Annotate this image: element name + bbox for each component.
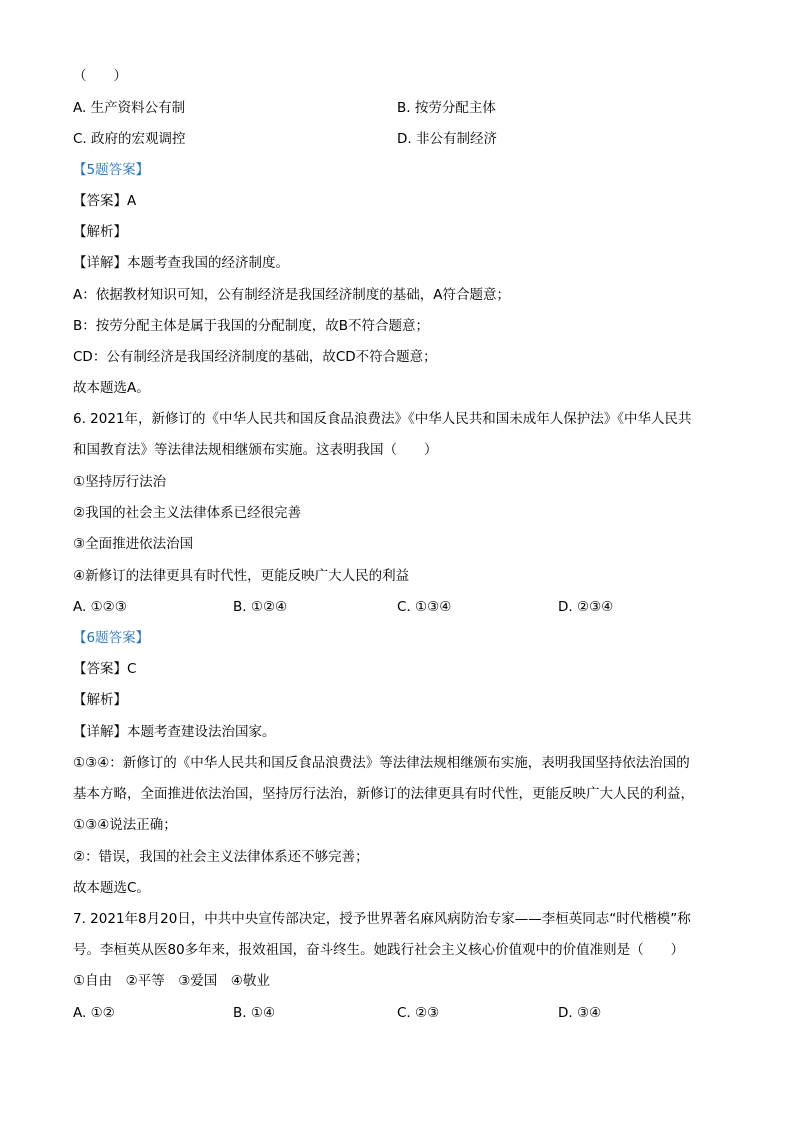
q6-detail: 【详解】本题考查建设法治国家。 (73, 724, 276, 740)
q7-option-d: D. ③④ (558, 1005, 602, 1021)
q6-option-a: A. ①②③ (73, 599, 127, 615)
q5-option-c: C. 政府的宏观调控 (73, 131, 186, 147)
q6-explanation-line: ①③④说法正确； (73, 817, 177, 833)
q5-option-a: A. 生产资料公有制 (73, 100, 186, 116)
q7-stem-line: 号。李桓英从医80多年来，报效祖国，奋斗终生。她践行社会主义核心价值观中的价值准则是（ ） (73, 942, 685, 958)
q6-answer: 【答案】C (73, 661, 137, 677)
q7-option-c: C. ②③ (397, 1005, 440, 1021)
q6-conclusion: 故本题选C。 (73, 880, 150, 896)
q5-option-d: D. 非公有制经济 (397, 131, 497, 147)
q5-explanation-line: A：依据教材知识可知，公有制经济是我国经济制度的基础，A符合题意； (73, 287, 510, 303)
q6-stem-line: 6. 2021年，新修订的《中华人民共和国反食品浪费法》《中华人民共和国未成年人保护法》《中华人民共 (73, 411, 692, 427)
q6-explanation-line: ②：错误，我国的社会主义法律体系还不够完善； (73, 849, 369, 865)
q6-item: ①坚持厉行法治 (73, 474, 167, 490)
q5-explanation-line: CD：公有制经济是我国经济制度的基础，故CD不符合题意； (73, 349, 437, 365)
q6-explanation-line: ①③④：新修订的《中华人民共和国反食品浪费法》等法律法规相继颁布实施，表明我国坚持依法治国的 (73, 755, 690, 771)
q6-item: ④新修订的法律更具有时代性，更能反映广大人民的利益 (73, 568, 410, 584)
q5-detail: 【详解】本题考查我国的经济制度。 (73, 255, 289, 271)
q6-option-d: D. ②③④ (558, 599, 614, 615)
q6-analysis-label: 【解析】 (73, 692, 127, 708)
q7-option-b: B. ①④ (233, 1005, 276, 1021)
q5-section-label: 【5题答案】 (73, 162, 150, 178)
q5-analysis-label: 【解析】 (73, 224, 127, 240)
q5-stem-tail: （ ） (73, 68, 127, 84)
q5-option-b: B. 按劳分配主体 (397, 100, 496, 116)
q6-section-label: 【6题答案】 (73, 630, 150, 646)
q6-item: ②我国的社会主义法律体系已经很完善 (73, 505, 302, 521)
q5-explanation-line: B：按劳分配主体是属于我国的分配制度，故B不符合题意； (73, 318, 430, 334)
q7-stem-line: 7. 2021年8月20日，中共中央宣传部决定，授予世界著名麻风病防治专家——李桓英同志“时代楷模”称 (73, 911, 691, 927)
q7-option-a: A. ①② (73, 1005, 115, 1021)
q6-item: ③全面推进依法治国 (73, 536, 194, 552)
q5-answer: 【答案】A (73, 193, 137, 209)
q6-stem-line: 和国教育法》等法律法规相继颁布实施。这表明我国（ ） (73, 442, 438, 458)
q6-option-c: C. ①③④ (397, 599, 452, 615)
q6-explanation-line: 基本方略，全面推进依法治国，坚持厉行法治，新修订的法律更具有时代性，更能反映广大人民的利益， (73, 786, 694, 802)
q7-items: ①自由 ②平等 ③爱国 ④敬业 (73, 973, 270, 989)
q5-conclusion: 故本题选A。 (73, 380, 150, 396)
q6-option-b: B. ①②④ (233, 599, 288, 615)
